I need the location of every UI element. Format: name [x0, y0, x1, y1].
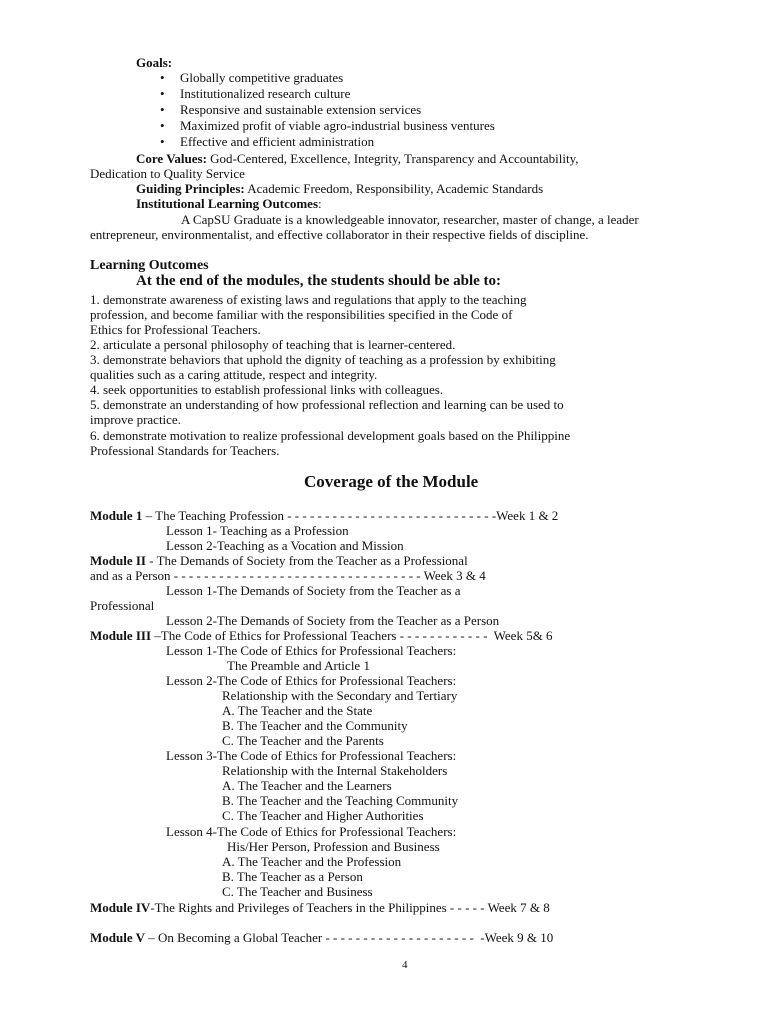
module-1-text: – The Teaching Profession - - - - - - - - - - - - - - - - - - - - - - - - - - - -Week 1 & 2 — [142, 508, 559, 523]
lesson-line: Lesson 2-The Code of Ethics for Professional Teachers: — [166, 673, 457, 688]
module-5 — [90, 930, 553, 945]
module-2-text: - The Demands of Society from the Teacher as a Professional — [145, 553, 468, 568]
goal-item: • Effective and efficient administration — [158, 134, 495, 150]
outcome-line: 6. demonstrate motivation to realize professional development goals based on the Philippine — [90, 428, 571, 443]
learning-outcomes-heading: Learning Outcomes — [90, 258, 209, 273]
goal-item: • Maximized profit of viable agro-industrial business ventures — [158, 118, 495, 134]
lesson-subline: Relationship with the Secondary and Tertiary — [222, 688, 458, 703]
outcome-line: profession, and become familiar with the responsibilities specified in the Code of — [90, 307, 513, 322]
ilo-colon: : — [318, 196, 322, 211]
ilo-heading — [136, 196, 322, 211]
outcome-line: 3. demonstrate behaviors that uphold the dignity of teaching as a profession by exhibiting — [90, 352, 556, 367]
module-2-continued: and as a Person - - - - - - - - - - - - - - - - - - - - - - - - - - - - - - - - - Week 3 & 4 — [90, 568, 486, 583]
lesson-subline: B. The Teacher as a Person — [222, 869, 363, 884]
guiding-principles-label: Guiding Principles: — [136, 181, 245, 196]
module-1-label: Module 1 — [90, 508, 143, 523]
core-values-continued: Dedication to Quality Service — [90, 166, 245, 181]
module-4-label: Module IV — [90, 900, 151, 915]
module-5-label: Module V — [90, 930, 146, 945]
core-values-text: God-Centered, Excellence, Integrity, Transparency and Accountability, — [210, 151, 579, 166]
lesson-subline: A. The Teacher and the State — [222, 703, 373, 718]
lesson-subline: Relationship with the Internal Stakeholders — [222, 763, 448, 778]
lesson-subline: C. The Teacher and Business — [222, 884, 373, 899]
page-number: 4 — [402, 959, 408, 971]
module-2-label: Module II — [90, 553, 146, 568]
learning-outcomes-subheading: At the end of the modules, the students should be able to: — [136, 273, 502, 289]
goal-item: • Globally competitive graduates — [158, 70, 495, 86]
lesson-line: Professional — [90, 598, 155, 613]
ilo-line-2: entrepreneur, environmentalist, and effective collaborator in their respective fields of discipline. — [90, 227, 589, 242]
lesson-line: Lesson 2-The Demands of Society from the Teacher as a Person — [166, 613, 500, 628]
lesson-subline: The Preamble and Article 1 — [227, 658, 370, 673]
lesson-subline: C. The Teacher and Higher Authorities — [222, 808, 424, 823]
outcome-line: Professional Standards for Teachers. — [90, 443, 280, 458]
outcome-line: 5. demonstrate an understanding of how professional reflection and learning can be used to — [90, 397, 564, 412]
outcome-line: 4. seek opportunities to establish professional links with colleagues. — [90, 382, 444, 397]
module-4 — [90, 900, 550, 915]
module-1 — [90, 508, 558, 523]
lesson-line: Lesson 3-The Code of Ethics for Professional Teachers: — [166, 748, 457, 763]
lesson-subline: A. The Teacher and the Profession — [222, 854, 402, 869]
lesson-line: Lesson 1- Teaching as a Profession — [166, 523, 349, 538]
goal-item: • Responsive and sustainable extension services — [158, 102, 495, 118]
coverage-heading: Coverage of the Module — [304, 472, 479, 491]
ilo-line-1: A CapSU Graduate is a knowledgeable innovator, researcher, master of change, a leader — [181, 212, 639, 227]
module-2 — [90, 553, 468, 568]
outcome-line: 1. demonstrate awareness of existing laws and regulations that apply to the teaching — [90, 292, 527, 307]
lesson-line: Lesson 1-The Demands of Society from the Teacher as a — [166, 583, 461, 598]
core-values-label: Core Values: — [136, 151, 207, 166]
goal-item: • Institutionalized research culture — [158, 86, 495, 102]
module-5-text: – On Becoming a Global Teacher - - - - - - - - - - - - - - - - - - - - -Week 9 & 10 — [145, 930, 554, 945]
outcome-line: improve practice. — [90, 412, 181, 427]
outcome-line: qualities such as a caring attitude, respect and integrity. — [90, 367, 378, 382]
lesson-subline: His/Her Person, Profession and Business — [227, 839, 440, 854]
lesson-subline: A. The Teacher and the Learners — [222, 778, 392, 793]
guiding-principles — [136, 181, 543, 196]
core-values — [136, 151, 579, 166]
guiding-principles-text: Academic Freedom, Responsibility, Academic Standards — [247, 181, 544, 196]
lesson-line: Lesson 2-Teaching as a Vocation and Mission — [166, 538, 404, 553]
lesson-subline: B. The Teacher and the Community — [222, 718, 408, 733]
ilo-label: Institutional Learning Outcomes — [136, 196, 319, 211]
lesson-line: Lesson 4-The Code of Ethics for Professional Teachers: — [166, 824, 457, 839]
module-3 — [90, 628, 553, 643]
goals-list — [158, 70, 495, 150]
outcome-line: 2. articulate a personal philosophy of teaching that is learner-centered. — [90, 337, 456, 352]
goals-heading: Goals: — [136, 55, 173, 70]
lesson-subline: B. The Teacher and the Teaching Community — [222, 793, 459, 808]
lesson-subline: C. The Teacher and the Parents — [222, 733, 384, 748]
outcome-line: Ethics for Professional Teachers. — [90, 322, 261, 337]
module-3-text: –The Code of Ethics for Professional Teachers - - - - - - - - - - - - Week 5& 6 — [151, 628, 553, 643]
module-3-label: Module III — [90, 628, 152, 643]
module-4-text: -The Rights and Privileges of Teachers in the Philippines - - - - - Week 7 & 8 — [150, 900, 550, 915]
lesson-line: Lesson 1-The Code of Ethics for Professional Teachers: — [166, 643, 457, 658]
